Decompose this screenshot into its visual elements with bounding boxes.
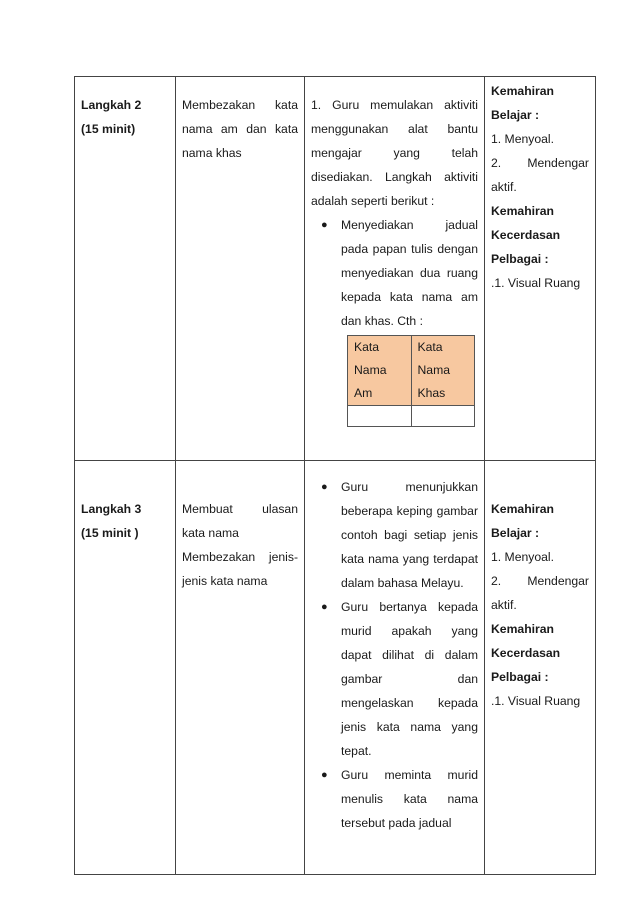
- notes-heading: Kemahiran Kecerdasan Pelbagai :: [491, 204, 561, 266]
- bullet-icon: ●: [321, 481, 328, 493]
- activity-cell: [305, 461, 485, 875]
- content-cell: [176, 77, 305, 461]
- step-cell: [75, 77, 176, 461]
- content-text: Membezakan kata nama am dan kata nama khas: [182, 98, 298, 160]
- notes-item: 2. Mendengar aktif.: [491, 156, 589, 194]
- content-cell: [176, 461, 305, 875]
- step-duration: (15 minit ): [81, 526, 139, 540]
- list-item: ● Guru bertanya kepada murid apakah yang dapat dilihat di dalam gambar dan mengelaskan kepada jenis kata nama yang tepat.: [341, 595, 478, 763]
- notes-cell: [485, 77, 596, 461]
- notes-item: .1. Visual Ruang: [491, 276, 581, 290]
- notes-item: 1. Menyoal.: [491, 132, 555, 146]
- list-item: ● Guru meminta murid menulis kata nama tersebut pada jadual: [341, 763, 478, 835]
- activity-intro: 1. Guru memulakan aktiviti menggunakan alat bantu mengajar yang telah disediakan. Langkah aktiviti adalah seperti berikut :: [311, 98, 478, 208]
- example-table: [347, 335, 475, 427]
- step-label: Langkah 2: [81, 98, 142, 112]
- list-item: ● Guru menunjukkan beberapa keping gambar contoh bagi setiap jenis kata nama yang terdapat dalam bahasa Melayu.: [341, 475, 478, 595]
- notes-item: .1. Visual Ruang: [491, 694, 581, 708]
- step-duration: (15 minit): [81, 122, 136, 136]
- lesson-plan-table: [74, 76, 596, 875]
- content-text: Membuat ulasan kata nama: [182, 502, 298, 540]
- activity-cell: [305, 77, 485, 461]
- notes-heading: Kemahiran Belajar :: [491, 84, 554, 122]
- table-row: [75, 77, 596, 461]
- bullet-icon: ●: [321, 219, 328, 231]
- notes-item: 1. Menyoal.: [491, 550, 555, 564]
- activity-list: [311, 475, 478, 835]
- notes-item: 2. Mendengar aktif.: [491, 574, 589, 612]
- example-cell-empty: [348, 406, 412, 427]
- example-header-khas: Kata Nama Khas: [411, 336, 475, 406]
- example-header-am: Kata Nama Am: [348, 336, 412, 406]
- notes-heading: Kemahiran Belajar :: [491, 502, 554, 540]
- step-label: Langkah 3: [81, 502, 142, 516]
- table-row: [75, 461, 596, 875]
- list-item: ● Menyediakan jadual pada papan tulis dengan menyediakan dua ruang kepada kata nama am dan khas. Cth :: [341, 213, 478, 333]
- activity-list: [311, 213, 478, 333]
- content-text: Membezakan jenis-jenis kata nama: [182, 550, 298, 588]
- example-cell-empty: [411, 406, 475, 427]
- notes-cell: [485, 461, 596, 875]
- bullet-icon: ●: [321, 769, 328, 781]
- step-cell: [75, 461, 176, 875]
- notes-heading: Kemahiran Kecerdasan Pelbagai :: [491, 622, 561, 684]
- bullet-icon: ●: [321, 601, 328, 613]
